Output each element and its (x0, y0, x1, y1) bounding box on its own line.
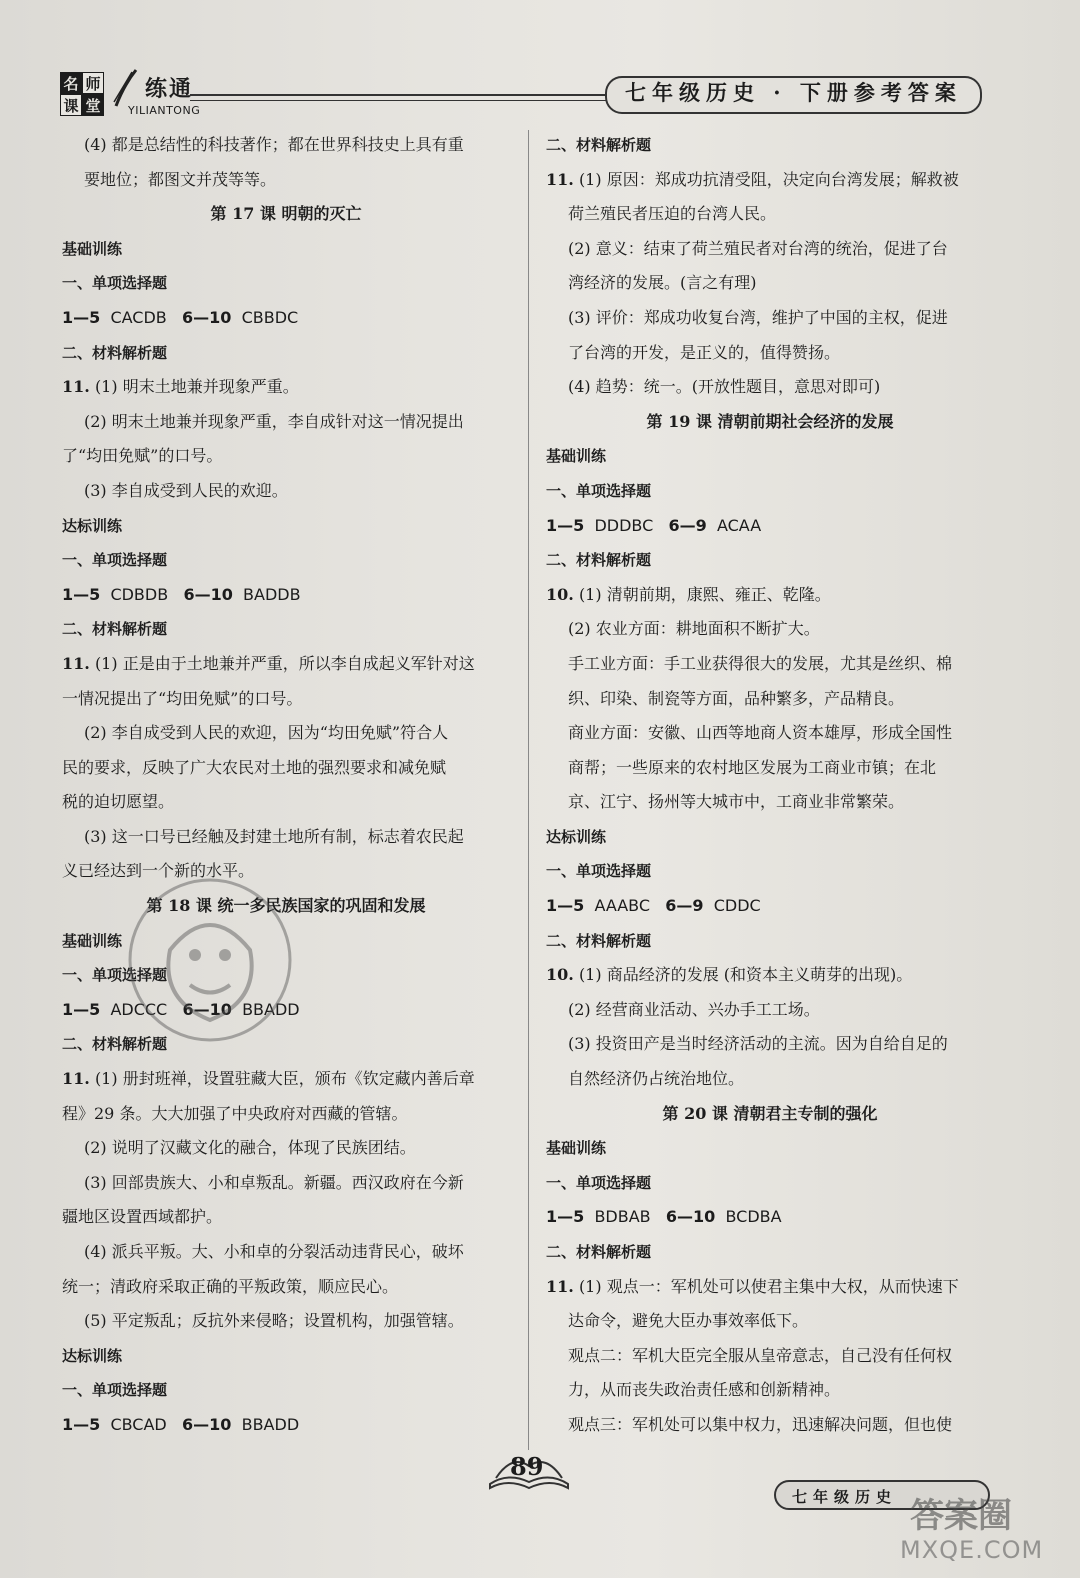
answer-letters: BADDB (243, 584, 301, 604)
answer-letters: CACDB (110, 307, 167, 327)
section-heading: 一、单项选择题 (62, 1381, 168, 1400)
page-title: 七年级历史 · 下册参考答案 (605, 76, 982, 114)
answer-range: 6—10 (182, 1414, 232, 1434)
answer-range: 1—5 (546, 896, 585, 916)
text-line: 湾经济的发展。(言之有理) (568, 273, 757, 293)
answer-row (546, 889, 994, 924)
logo-char: 课 (60, 94, 82, 116)
text-line: (3) 这一口号已经触及封建土地所有制，标志着农民起 (84, 826, 464, 846)
text-line: 程》29 条。大大加强了中央政府对西藏的管辖。 (62, 1103, 408, 1123)
answer-range: 6—9 (665, 896, 704, 916)
section-heading: 基础训练 (546, 1139, 607, 1158)
section-heading: 二、材料解析题 (546, 551, 652, 570)
text-line: (3) 李自成受到人民的欢迎。 (84, 480, 288, 500)
header-rule (190, 100, 610, 101)
section-heading: 二、材料解析题 (62, 1035, 168, 1054)
section-heading: 二、材料解析题 (546, 136, 652, 154)
answer-letters: BDBAB (594, 1207, 651, 1227)
text-line: (1) 明末土地兼并现象严重。 (94, 377, 299, 397)
text-line: (1) 册封班禅，设置驻藏大臣，颁布《钦定藏内善后章 (94, 1069, 475, 1089)
text-line: 京、江宁、扬州等大城市中，工商业非常繁荣。 (568, 792, 905, 812)
site-watermark (900, 1488, 1070, 1568)
section-heading: 一、单项选择题 (546, 481, 652, 500)
answer-letters: BBADD (241, 1414, 300, 1434)
section-heading: 一、单项选择题 (62, 551, 168, 570)
text-line: 力，从而丧失政治责任感和创新精神。 (568, 1380, 841, 1400)
text-line: (1) 原因：郑成功抗清受阻，决定向台湾发展；解救被 (578, 169, 959, 189)
text-line: 观点三：军机处可以集中权力，迅速解决问题，但也使 (568, 1414, 953, 1434)
text-line: 一情况提出了“均田免赋”的口号。 (62, 688, 303, 708)
question-number: 11. (546, 169, 574, 189)
header-rule (190, 94, 610, 96)
answer-letters: CDBDB (110, 584, 169, 604)
section-heading: 二、材料解析题 (62, 620, 168, 639)
text-line: (2) 经营商业活动、兴办手工工场。 (568, 999, 820, 1019)
section-heading: 达标训练 (62, 1346, 123, 1365)
text-line: (2) 说明了汉藏文化的融合，体现了民族团结。 (84, 1138, 416, 1158)
answer-row (62, 301, 510, 336)
logo-char: 名 (60, 72, 82, 94)
watermark-text: 答案圈 (910, 1496, 1012, 1536)
section-heading: 二、材料解析题 (62, 343, 168, 362)
lesson-heading: 第 17 课 明朝的灭亡 (210, 204, 362, 224)
logo-char: 师 (82, 72, 104, 94)
text-line: 了台湾的开发，是正义的，值得赞扬。 (568, 342, 841, 362)
question-line (546, 958, 994, 993)
answer-row (62, 1408, 510, 1443)
answer-range: 1—5 (62, 999, 101, 1019)
text-line: (1) 清朝前期，康熙、雍正、乾隆。 (578, 584, 831, 604)
answer-row (62, 578, 510, 613)
section-heading: 一、单项选择题 (546, 862, 652, 881)
section-heading: 二、材料解析题 (546, 931, 652, 950)
question-number: 11. (546, 1276, 574, 1296)
text-line: 要地位；都图文并茂等等。 (84, 169, 277, 189)
question-line (62, 647, 510, 682)
text-line: 统一；清政府采取正确的平叛政策，顺应民心。 (62, 1276, 399, 1296)
text-line: (4) 都是总结性的科技著作；都在世界科技史上具有重 (84, 135, 464, 154)
text-line: 织、印染、制瓷等方面，品种繁多，产品精良。 (568, 688, 905, 708)
page-header (0, 0, 1080, 120)
section-heading: 二、材料解析题 (546, 1243, 652, 1261)
section-heading: 基础训练 (546, 447, 607, 466)
column-divider (528, 130, 529, 1450)
question-number: 11. (62, 1069, 90, 1089)
text-line: 疆地区设置西域都护。 (62, 1207, 223, 1227)
right-column (546, 128, 994, 1443)
answer-letters: BCDBA (725, 1207, 782, 1227)
question-line (546, 578, 994, 613)
brand-name-en: YILIANTONG (128, 104, 201, 117)
brand-name: 练通 (145, 77, 194, 102)
question-number: 11. (62, 653, 90, 673)
answer-range: 1—5 (546, 515, 585, 535)
text-line: (1) 观点一：军机处可以使君主集中大权，从而快速下 (578, 1276, 959, 1296)
lesson-heading: 第 18 课 统一多民族国家的巩固和发展 (146, 896, 426, 916)
answer-range: 1—5 (546, 1207, 585, 1227)
text-line: 义已经达到一个新的水平。 (62, 861, 255, 881)
answer-row (546, 1200, 994, 1235)
lesson-heading: 第 19 课 清朝前期社会经济的发展 (646, 411, 894, 431)
question-line (546, 163, 994, 198)
answer-letters: ACAA (716, 515, 762, 535)
answer-range: 6—10 (665, 1207, 716, 1227)
text-line: (5) 平定叛乱；反抗外来侵略；设置机构，加强管辖。 (84, 1311, 464, 1331)
text-line: (2) 意义：结束了荷兰殖民者对台湾的统治，促进了台 (568, 238, 948, 258)
text-line: 税的迫切愿望。 (62, 792, 175, 812)
question-number: 11. (62, 377, 90, 397)
text-line: (2) 农业方面：耕地面积不断扩大。 (568, 619, 820, 639)
text-line: 观点二：军机大臣完全服从皇帝意志，自己没有任何权 (568, 1345, 953, 1365)
text-line: (3) 回部贵族大、小和卓叛乱。新疆。西汉政府在今新 (84, 1172, 464, 1192)
text-line: 民的要求，反映了广大农民对土地的强烈要求和减免赋 (62, 757, 447, 777)
lesson-heading: 第 20 课 清朝君主专制的强化 (662, 1103, 878, 1123)
answer-letters: AAABC (594, 896, 651, 916)
answer-range: 6—10 (182, 999, 232, 1019)
section-heading: 基础训练 (62, 931, 123, 950)
brand-logo (60, 72, 104, 116)
text-line: 荷兰殖民者压迫的台湾人民。 (568, 204, 777, 224)
answer-range: 1—5 (62, 584, 101, 604)
footer-tag: 七年级历史 (774, 1480, 990, 1510)
question-line (62, 370, 510, 405)
text-line: 了“均田免赋”的口号。 (62, 446, 223, 466)
section-heading: 达标训练 (62, 516, 123, 535)
text-line: (4) 派兵平叛。大、小和卓的分裂活动违背民心，破坏 (84, 1242, 464, 1261)
text-line: 商业方面：安徽、山西等地商人资本雄厚，形成全国性 (568, 723, 953, 743)
answer-letters: ADCCC (110, 999, 168, 1019)
answer-range: 6—10 (182, 307, 232, 327)
section-heading: 一、单项选择题 (62, 274, 168, 293)
answer-row (546, 509, 994, 544)
text-line: (2) 李自成受到人民的欢迎，因为“均田免赋”符合人 (84, 723, 449, 743)
stamp-graphic (110, 860, 310, 1060)
section-heading: 达标训练 (546, 827, 607, 846)
answer-range: 1—5 (62, 307, 101, 327)
text-line: (2) 明末土地兼并现象严重，李自成针对这一情况提出 (84, 411, 464, 431)
answer-letters: BBADD (242, 999, 300, 1019)
page-number: 89 (510, 1452, 544, 1481)
text-line: (1) 商品经济的发展 (和资本主义萌芽的出现)。 (578, 965, 913, 985)
answer-range: 6—9 (668, 515, 707, 535)
watermark-url: MXQE.COM (900, 1536, 1044, 1564)
question-number: 10. (546, 584, 574, 604)
text-line: 手工业方面：手工业获得很大的发展，尤其是丝织、棉 (568, 653, 953, 673)
text-line: (3) 投资田产是当时经济活动的主流。因为自给自足的 (568, 1034, 948, 1054)
answer-letters: CBBDC (241, 307, 299, 327)
logo-char: 堂 (82, 94, 104, 116)
text-line: (1) 正是由于土地兼并严重，所以李自成起义军针对这 (94, 653, 475, 673)
question-number: 10. (546, 965, 574, 985)
text-line: (3) 评价：郑成功收复台湾，维护了中国的主权，促进 (568, 307, 948, 327)
text-line: 商帮；一些原来的农村地区发展为工商业市镇；在北 (568, 757, 937, 777)
section-heading: 一、单项选择题 (546, 1173, 652, 1192)
answer-range: 6—10 (183, 584, 233, 604)
section-heading: 一、单项选择题 (62, 966, 168, 985)
answer-range: 1—5 (62, 1414, 101, 1434)
answer-letters: DDDBC (594, 515, 654, 535)
text-line: 达命令，避免大臣办事效率低下。 (568, 1311, 809, 1331)
text-line: (4) 趋势：统一。(开放性题目，意思对即可) (568, 377, 881, 397)
text-line: 自然经济仍占统治地位。 (568, 1069, 745, 1089)
question-line (546, 1270, 994, 1305)
answer-letters: CBCAD (110, 1414, 167, 1434)
left-column (62, 128, 510, 1443)
question-line (62, 1062, 510, 1097)
answer-letters: CDDC (713, 896, 761, 916)
section-heading: 基础训练 (62, 239, 123, 258)
